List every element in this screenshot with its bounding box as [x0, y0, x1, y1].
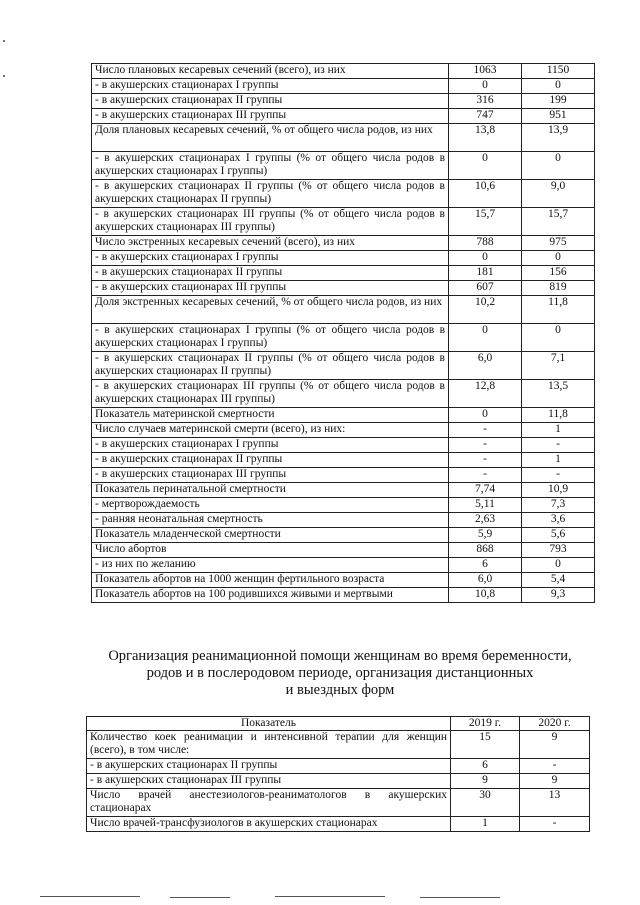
row-label: - в акушерских стационарах II группы (% от общего числа родов в акушерских стационарах II группы)	[92, 180, 449, 208]
value-2019: 1063	[449, 64, 522, 79]
value-2020: 5,4	[522, 573, 595, 588]
table-row	[92, 558, 595, 573]
value-2020: 9	[520, 774, 590, 789]
value-2019: 7,74	[449, 483, 522, 498]
value-2019: 0	[449, 79, 522, 94]
value-2020: 819	[522, 281, 595, 296]
value-2020: 1	[522, 423, 595, 438]
value-2020: 13,9	[522, 124, 595, 152]
scan-artifact-line	[275, 896, 385, 897]
table-row	[92, 236, 595, 251]
table-row	[92, 251, 595, 266]
value-2019: 9	[451, 774, 520, 789]
table-row	[92, 380, 595, 408]
value-2019: 5,9	[449, 528, 522, 543]
value-2019: -	[449, 453, 522, 468]
table-header-row	[87, 717, 590, 731]
table-row	[87, 731, 590, 759]
scan-artifact-dot	[3, 75, 5, 77]
table-row	[92, 152, 595, 180]
row-label: - в акушерских стационарах I группы (% от общего числа родов в акушерских стационарах I группы)	[92, 324, 449, 352]
table-row	[87, 789, 590, 817]
heading-line-1: Организация реанимационной помощи женщинам во время беременности,	[108, 648, 572, 664]
table-row	[92, 423, 595, 438]
value-2020: 0	[522, 79, 595, 94]
value-2020: 13	[520, 789, 590, 817]
table-row	[92, 408, 595, 423]
value-2020: 7,1	[522, 352, 595, 380]
value-2019: 6	[451, 759, 520, 774]
row-label: - в акушерских стационарах III группы	[92, 281, 449, 296]
table-row	[92, 498, 595, 513]
row-label: Показатель перинатальной смертности	[92, 483, 449, 498]
statistics-table	[91, 63, 595, 603]
value-2019: 0	[449, 324, 522, 352]
value-2020: 10,9	[522, 483, 595, 498]
row-label: - в акушерских стационарах III группы (% от общего числа родов в акушерских стационарах III группы)	[92, 208, 449, 236]
table-row	[92, 543, 595, 558]
value-2020: 156	[522, 266, 595, 281]
value-2020: 5,6	[522, 528, 595, 543]
table-row	[87, 759, 590, 774]
value-2019: 13,8	[449, 124, 522, 152]
value-2019: 607	[449, 281, 522, 296]
header-2020: 2020 г.	[520, 717, 590, 731]
value-2020: -	[522, 468, 595, 483]
table-row	[92, 208, 595, 236]
value-2020: -	[520, 817, 590, 832]
row-label: - в акушерских стационарах II группы	[92, 453, 449, 468]
row-label: Число плановых кесаревых сечений (всего), из них	[92, 64, 449, 79]
value-2020: 793	[522, 543, 595, 558]
table-row	[92, 180, 595, 208]
row-label: - ранняя неонатальная смертность	[92, 513, 449, 528]
row-label: Количество коек реанимации и интенсивной терапии для женщин (всего), в том числе:	[87, 731, 451, 759]
row-label: Число абортов	[92, 543, 449, 558]
row-label: Показатель абортов на 1000 женщин фертильного возраста	[92, 573, 449, 588]
row-label: Показатель материнской смертности	[92, 408, 449, 423]
table-row	[92, 528, 595, 543]
value-2020: 1150	[522, 64, 595, 79]
row-label: - в акушерских стационарах III группы (% от общего числа родов в акушерских стационарах III группы)	[92, 380, 449, 408]
table-row	[92, 296, 595, 324]
value-2019: 2,63	[449, 513, 522, 528]
value-2019: -	[449, 423, 522, 438]
row-label: - мертворождаемость	[92, 498, 449, 513]
table-row	[92, 79, 595, 94]
row-label: Число врачей анестезиологов-реаниматологов в акушерских стационарах	[87, 789, 451, 817]
value-2019: 6,0	[449, 573, 522, 588]
scan-artifact-dot	[3, 40, 5, 42]
value-2020: 9,3	[522, 588, 595, 603]
table-row	[92, 513, 595, 528]
value-2019: 747	[449, 109, 522, 124]
row-label: - в акушерских стационарах I группы	[92, 251, 449, 266]
row-label: - в акушерских стационарах I группы (% от общего числа родов в акушерских стационарах I группы)	[92, 152, 449, 180]
row-label: - в акушерских стационарах I группы	[92, 79, 449, 94]
header-2019: 2019 г.	[451, 717, 520, 731]
table-row	[92, 324, 595, 352]
row-label: - в акушерских стационарах II группы	[92, 266, 449, 281]
row-label: - в акушерских стационарах II группы	[92, 94, 449, 109]
row-label: - в акушерских стационарах II группы	[87, 759, 451, 774]
row-label: Доля экстренных кесаревых сечений, % от общего числа родов, из них	[92, 296, 449, 324]
table-row	[92, 94, 595, 109]
resuscitation-table	[86, 716, 590, 832]
value-2019: 6	[449, 558, 522, 573]
value-2020: 975	[522, 236, 595, 251]
table-row	[92, 453, 595, 468]
value-2020: 951	[522, 109, 595, 124]
row-label: Число случаев материнской смерти (всего), из них:	[92, 423, 449, 438]
scan-artifact-line	[40, 896, 140, 897]
table-row	[92, 266, 595, 281]
value-2020: 11,8	[522, 408, 595, 423]
value-2020: 0	[522, 324, 595, 352]
table-row	[92, 573, 595, 588]
row-label: Число врачей-трансфузиологов в акушерских стационарах	[87, 817, 451, 832]
value-2019: 0	[449, 251, 522, 266]
value-2019: 5,11	[449, 498, 522, 513]
table-row	[92, 124, 595, 152]
row-label: - в акушерских стационарах III группы	[92, 109, 449, 124]
value-2020: 9,0	[522, 180, 595, 208]
row-label: Показатель абортов на 100 родившихся живыми и мертвыми	[92, 588, 449, 603]
value-2019: 6,0	[449, 352, 522, 380]
value-2019: 15,7	[449, 208, 522, 236]
value-2019: -	[449, 438, 522, 453]
row-label: Число экстренных кесаревых сечений (всего), из них	[92, 236, 449, 251]
heading-line-2: родов и в послеродовом периоде, организация дистанционных	[146, 665, 534, 681]
table-row	[87, 774, 590, 789]
value-2019: 788	[449, 236, 522, 251]
value-2020: -	[522, 438, 595, 453]
table-row	[87, 817, 590, 832]
value-2019: 10,8	[449, 588, 522, 603]
value-2019: 868	[449, 543, 522, 558]
value-2019: 30	[451, 789, 520, 817]
value-2019: 0	[449, 152, 522, 180]
table-row	[92, 438, 595, 453]
value-2020: 9	[520, 731, 590, 759]
value-2020: 199	[522, 94, 595, 109]
row-label: - в акушерских стационарах III группы	[92, 468, 449, 483]
value-2019: 181	[449, 266, 522, 281]
value-2020: 11,8	[522, 296, 595, 324]
row-label: - в акушерских стационарах III группы	[87, 774, 451, 789]
value-2020: -	[520, 759, 590, 774]
value-2019: 10,2	[449, 296, 522, 324]
section-heading	[80, 648, 600, 699]
value-2020: 7,3	[522, 498, 595, 513]
value-2019: 1	[451, 817, 520, 832]
value-2019: 10,6	[449, 180, 522, 208]
value-2019: 15	[451, 731, 520, 759]
heading-line-3: и выездных форм	[285, 682, 395, 698]
header-indicator: Показатель	[87, 717, 451, 731]
row-label: Доля плановых кесаревых сечений, % от общего числа родов, из них	[92, 124, 449, 152]
value-2020: 15,7	[522, 208, 595, 236]
table-row	[92, 64, 595, 79]
table-row	[92, 588, 595, 603]
table-row	[92, 352, 595, 380]
row-label: - из них по желанию	[92, 558, 449, 573]
value-2019: 0	[449, 408, 522, 423]
table-row	[92, 109, 595, 124]
scan-artifact-line	[170, 897, 230, 898]
value-2019: 12,8	[449, 380, 522, 408]
scan-artifact-line	[420, 897, 500, 898]
row-label: Показатель младенческой смертности	[92, 528, 449, 543]
row-label: - в акушерских стационарах II группы (% от общего числа родов в акушерских стационарах II группы)	[92, 352, 449, 380]
table-row	[92, 483, 595, 498]
value-2020: 0	[522, 152, 595, 180]
value-2019: 316	[449, 94, 522, 109]
value-2020: 0	[522, 558, 595, 573]
value-2020: 13,5	[522, 380, 595, 408]
table-row	[92, 468, 595, 483]
value-2020: 3,6	[522, 513, 595, 528]
value-2020: 1	[522, 453, 595, 468]
row-label: - в акушерских стационарах I группы	[92, 438, 449, 453]
table-row	[92, 281, 595, 296]
value-2020: 0	[522, 251, 595, 266]
value-2019: -	[449, 468, 522, 483]
